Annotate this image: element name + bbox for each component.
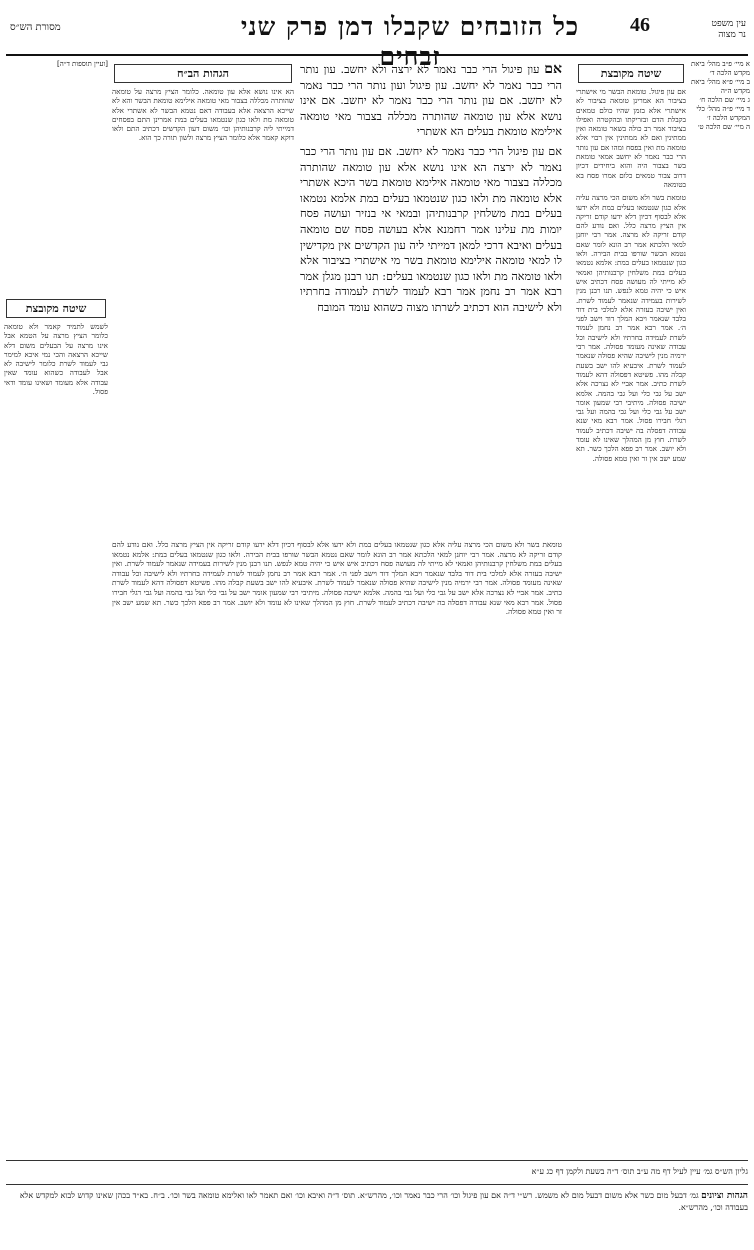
mishnah-text: עון פיגול הרי כבר נאמר לא ירצה ולא יחשב. עון נותר הרי כבר נאמר לא יחשב. עון פיגול ועון נותר הרי כבר נאמר לא יחשב. אם עון נותר הרי כבר נאמר לא יחשב. אם אינו נושא אלא עון טומאה שהותרה מכללה בצבור מאי טומאה אילימא טומאת בעלים הא אשתרי: [300, 63, 562, 139]
tosafot-text: הא אינו נושא אלא עון טומאה. כלומר הציץ מרצה על טומאה שהותרה מכללה בצבור מאי טומאה אילימא טומאת הבשר והא לא שייכא הרצאה אלא בעבודה דאם נטמא הבשר לא אשתרי אלא טומאה מת ולאו כגון שנטמאו בעלים במת אמרינן התם בפסחים דמייתי ליה קרבנותיהן וכו׳ משום דעון הקדשים דכתיב התם ולאו דוקא קאמר אלא כלומר הציץ מרצה ולשון תורה כך הוא.: [112, 87, 294, 143]
footer-rule-2: [6, 1184, 748, 1185]
ein-mishpat-margin: [688, 60, 750, 1140]
shita-mekubetzet-column: [4, 60, 108, 1140]
header-right-label: עין משפט נר מצוה: [711, 19, 746, 40]
gilyon-hashas: [6, 1166, 748, 1177]
shita-heading: שיטה מקובצת: [6, 299, 106, 318]
gemara-text: אם עון פיגול הרי כבר נאמר לא יחשב. אם עון נותר הרי כבר נאמר לא ירצה הא אינו נושא אלא עון טומאה שהותרה מכללה בצבור מאי טומאה אילימא טומאת בשר היכא אשתרי אלא טומאה מת ולאו כגון שנטמאו בעלים במת אלמא נטמאו בעלים במת משלחין קרבנותיהן ובמאי אי בנזיר ועושה פסח יומות מת עלינו אמר רחמנא אלא בעושה פסח שם טומאה בעלים ואיבא דרכי למאן דמייתי ליה עון הקדשים אין מקדישין לו למאי טומאה אילימא טומאת בשר מי אישתרי בציבור אלא ולאו טומאה מת ולאו כגון שנטמאו בעלים: תנו רבנן מגלן אמר רבא אמר רב נחמן אמר רבא לעמוד לשרת לעמודה בחרתיו ולא לישיבה הוא דכתיב לשרתו מצוה כשהוא עומד המובח: [300, 144, 562, 314]
rashi-heading: שיטה מקובצת: [578, 64, 684, 83]
lower-commentary: [112, 540, 562, 1100]
page-title: כל הזובחים שקבלו דמן פרק שני זבחים: [240, 12, 580, 71]
lower-commentary-text: טומאת בשר ולא משום הכי מרצה עליה אלא כגון שנטמאו בעלים במת ולא ידעו אלא לבסוף דכיון דלא ידעו קודם זריקה אין הציץ מרצה כלל. ואם נודע להם קודם זריקה לא מרצה. אמר רבי יוחנן למאי הלכתא אמר רב הונא לומר שאם נטמא הבשר שורפו בבית הבירה. ולאו כגון שנטמאו בעלים במת: אלמא נטמאו בעלים במת משלחין קרבנותיהן ואמאי לא מייתי לה מעושה פסח דכתיב איש איש כי יהיה טמא לנפש. תנו רבנן מנין לשירות בעמידה שנאמר לעמוד לשרת. ואין ישיבה בעזרה אלא למלכי בית דוד בלבד שנאמר ויבא המלך דוד וישב לפני ה׳. אמר רבא אמר רב נחמן לעמוד לשרת לעמידה בחרתיו ולא לישיבה וכל עבודה שאינה מעומד פסולה. אמר רבי ירמיה מנין לישיבה שהיא פסולה שנאמר לעמוד לשרת. איבעיא להו ישב בשעת קבלה מהו. פשיטא דפסולה דהא לעמוד לשרת כתיב. אמר אביי לא נצרכה אלא ישב על גבי כלי ועל גבי בהמה. אלמא ישיבה פסולה. מיתיבי רבי שמעון אומר ישב על גבי כלי ועל גבי בהמה ועל גבי רגלי חבירו פסול. אמר רבא מאי שנא עבודה דפסלה בה ישיבה דכתיב לעמוד לשרת. חוץ מן המהלך שאינו לא עומד ולא יושב. אמר רב פפא הלכך כשר. תא שמע ישב אין זר ואין טמא פסולה.: [112, 540, 562, 617]
rashi-column: [576, 60, 686, 1140]
gilyon-text: גליון הש״ס גמ׳ עיין לעיל דף מה ע״ב תוס׳ ד״ה בשעת ולקמן דף כג ע״א: [531, 1167, 748, 1176]
hagahot-text: גמ׳ דבעל מום כשר אלא משום דבעל מום לא משמש. רש״י ד״ה אם עון פיגול וכו׳ הרי כבר נאמר וכו׳, מהרש״א. תוס׳ ד״ה ואיבא וכו׳ ואם תאמר לאו ואלימא טומאה בשר וכו׳. ב״ח. בא״ד בכהן שאינו קדוש לבוא למקדש אלא בעבודה וכו׳, מהרש״א.: [19, 1191, 748, 1212]
tosafot-heading: הגהות הב״ח: [114, 64, 292, 83]
left-top-note: [ועיין תוספות ד״ה]: [57, 60, 108, 68]
gemara-main: [300, 62, 562, 532]
rashi-text-cont: טומאת בשר ולא משום הכי מרצה עליה אלא כגון שנטמאו בעלים במת ולא ידעו אלא לבסוף דכיון דלא ידעו קודם זריקה אין הציץ מרצה כלל. ואם נודע להם קודם זריקה לא מרצה. אמר רבי יוחנן למאי הלכתא אמר רב הונא לומר שאם נטמא הבשר שורפו בבית הבירה. ולאו כגון שנטמאו בעלים במת: אלמא נטמאו בעלים במת משלחין קרבנותיהן ואמאי לא מייתי לה מעושה פסח דכתיב איש איש כי יהיה טמא לנפש. תנו רבנן מנין לשירות בעמידה שנאמר לעמוד לשרת. ואין ישיבה בעזרה אלא למלכי בית דוד בלבד שנאמר ויבא המלך דוד וישב לפני ה׳. אמר רבא אמר רב נחמן לעמוד לשרת לעמידה בחרתיו ולא לישיבה וכל עבודה שאינה מעומד פסולה. אמר רבי ירמיה מנין לישיבה שהיא פסולה שנאמר לעמוד לשרת. איבעיא להו ישב בשעת קבלה מהו. פשיטא דפסולה דהא לעמוד לשרת כתיב. אמר אביי לא נצרכה אלא ישב על גבי כלי ועל גבי בהמה. אלמא ישיבה פסולה. מיתיבי רבי שמעון אומר ישב על גבי כלי ועל גבי בהמה ועל גבי רגלי חבירו פסול. אמר רבא מאי שנא עבודה דפסלה בה ישיבה דכתיב לעמוד לשרת. חוץ מן המהלך שאינו לא עומד ולא יושב. אמר רב פפא הלכך כשר. תא שמע ישב אין זר ואין טמא פסולה.: [576, 193, 686, 463]
mishnah-block: [300, 62, 562, 140]
hagahot-label: הגהות וציונים: [701, 1191, 748, 1201]
footer-rule: [6, 1160, 748, 1161]
page-number: 46: [630, 14, 650, 36]
mishnah-lead-word: אם: [544, 62, 562, 77]
shita-text: לשמש לתמיד קאמר ולא טומאה כלומר הציץ מרצה על הטמא אבל אינו מרצה על הבעלים משום דלא שייכא הרצאה והכי נמי איכא למימר גבי לעמוד לשרת כלומר לישיבה לא אבל לעבודה כשהוא עומד שאין עבודה אלא מעומד ושאינו עומד ודאי פסול.: [4, 322, 108, 397]
ein-mishpat-text: א מיי׳ פ״ב מהל׳ ביאת מקדש הלכה ד׳ ב מיי׳ פ״א מהל׳ ביאת מקדש ה״ה ג מיי׳ שם הלכה ח׳ ד מיי׳ פ״ה מהל׳ כלי המקדש הלכה ז׳ ה מיי׳ שם הלכה ט׳: [691, 60, 750, 131]
header-left-label: מסורת הש״ס: [10, 22, 61, 33]
rashi-text: אם עון פיגול. טומאת הבשר מי אישתרי בציבור הא אמרינן טומאה בציבור לא אישתרי אלא בזמן שהיו כולם טמאים בקבלת הדם ובזריקתו ובהקטרה ואפילו בציבור אמר רב כולה בשאר טומאה ואין ממתינין ואם לא ממתינין אין רבוי אלא טומאה מת ואין בפסח ומהו אם עון נותר הרי כבר נאמר לא יחשב אמאי טומאת בשר בצבור היה והוא ביחידים דכיון דרוב צבור טמאים כלום אמרו פסח בא בטומאה: [576, 87, 686, 189]
hagahot-section: [6, 1190, 748, 1213]
header-rule: [6, 54, 748, 56]
